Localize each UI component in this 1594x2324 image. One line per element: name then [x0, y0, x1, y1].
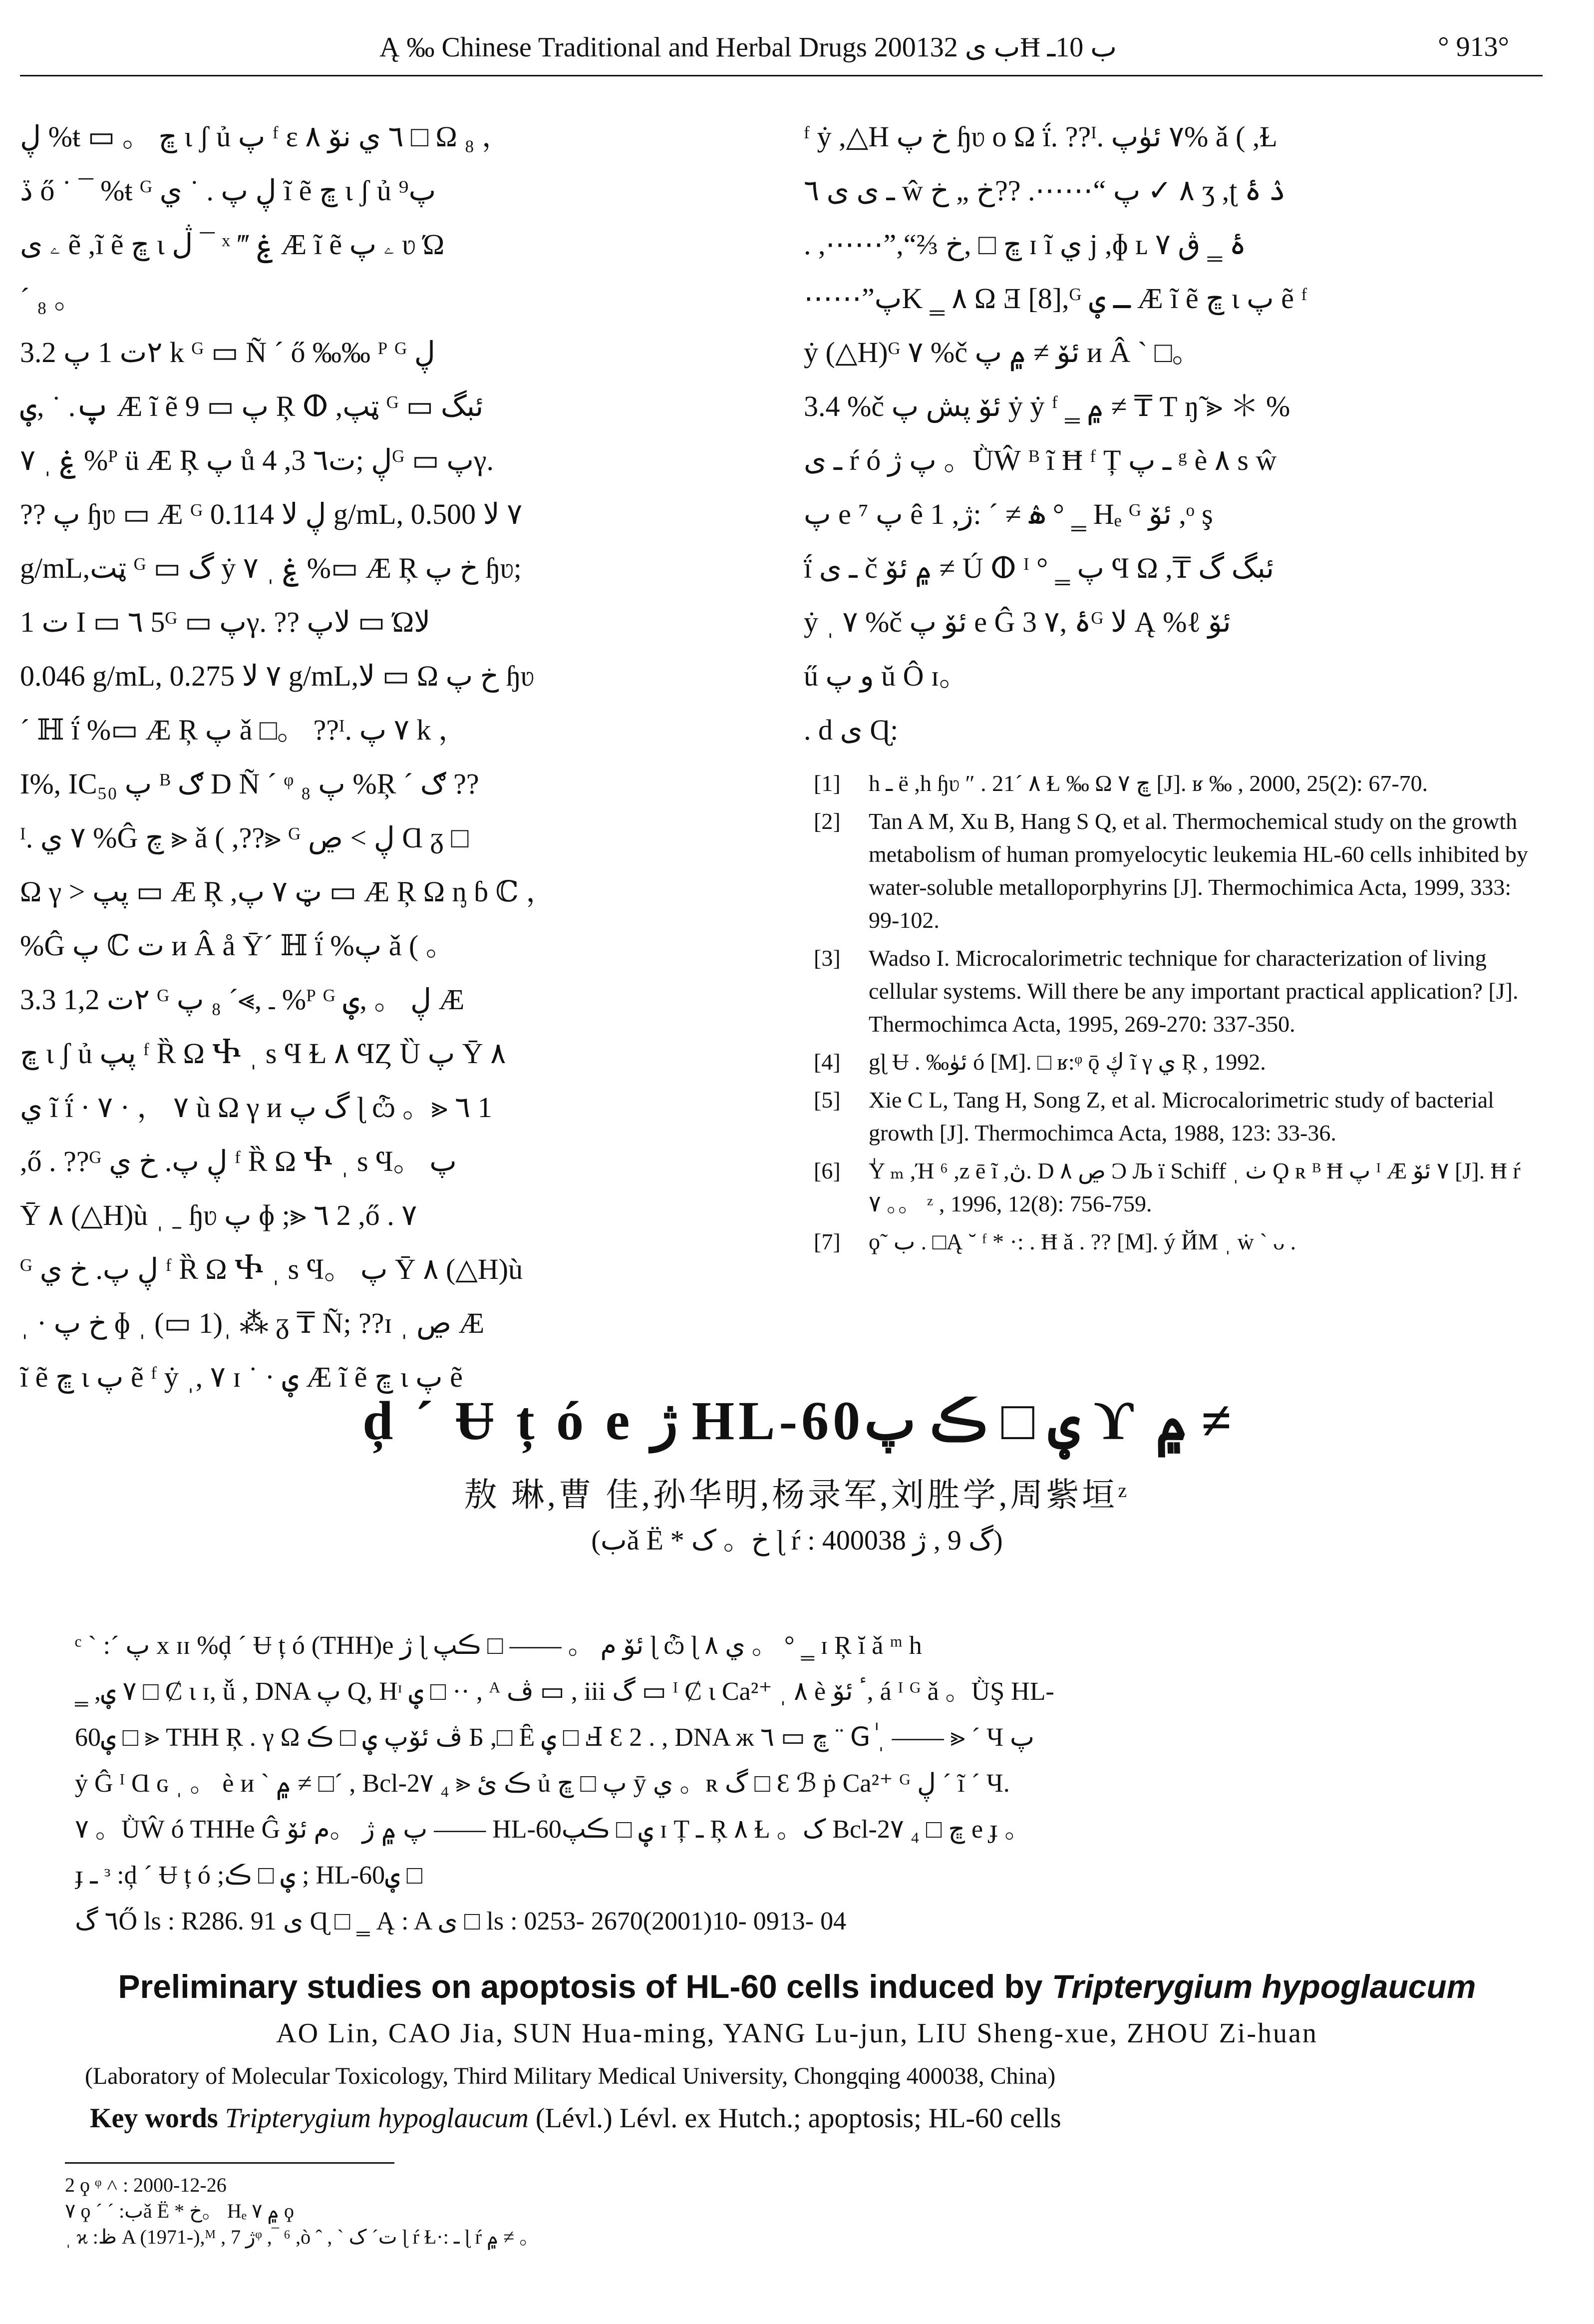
- text-line: ´ ₈ 。: [20, 282, 83, 315]
- reference-list: [804, 767, 1538, 1258]
- text-line: ڏ ő ˙ ¯ %ŧ ᴳ ڸ پ . ˙ ي ĩ ẽ ڇ ɩ ʃ ủ پ⁹: [20, 174, 436, 207]
- text-line: ۦ ى ẽ ,ĩ ẽ ڇ ɩ ڷ ¯ ˣ ‴ ۼ Æ ĩ ẽ ۦ پ ʋ Ώ: [20, 228, 445, 261]
- text-line: ت 1 I ▭ ٦ 5ᴳ ▭ پγ. ?? ﻻپ ▭ Ώﻻ: [20, 606, 431, 638]
- text-line: I%, IC₅₀ پ ᴮ ګ D Ñ ´ ᵠ پ ₈ %Ŗ ´ ګ ??: [20, 768, 479, 800]
- text-line: Ω γ > پپ ▭ Æ Ŗ ,ټ ٧ پ ▭ Æ Ŗ Ω ᶇ ɓ ℂ ，: [20, 875, 555, 908]
- text-line: 3.3 ٢ت 1,2 ᴳ ـ ,⪢´ ₈ پ %ᴾ ᴳ ڸ 。 ,ؠ Æ: [20, 983, 465, 1016]
- reference-text: Tan A M, Xu B, Hang S Q, et al. Thermochemical study on the growth metabolism of human promyelocytic leukemia HL-60 cells inhibited by water-soluble metalloporphyrins [J]. Thermochimica Acta, 1999, 333: 99-102.: [869, 808, 1528, 933]
- chinese-authors: 敖 琳,曹 佳,孙华明,杨录军,刘胜学,周紫垣ᶻ: [464, 1477, 1130, 1514]
- footnotes: [65, 2172, 539, 2250]
- reference-number: [3]: [814, 945, 841, 971]
- header-rule: [20, 75, 1543, 76]
- text-line: ڇ ɩ ʃ ủ پپ ᶠ Ȑ Ω Ⴕ ˌ s Ϥ Ɫ ٨ ϤȤ Ȕ پ Ȳ ٨: [20, 1037, 506, 1070]
- footnote-line: ˌ ϰ :ظ Α (1971-),ᴹ , ژ 7ᵠ ,‾ ⁶ ,ò ˆ , ˋ ت´ ک ɭ ŕ Ɫ·: ـ ɭ ŕ ۾ ≠ 。: [65, 2226, 540, 2248]
- left-column: [20, 110, 779, 1404]
- keywords-species: Tripterygium hypoglaucum: [225, 2103, 529, 2134]
- text-line: 3.4 %č ئۆ پش پ ẏ ẏ ᶠ ‗ ۾ ≠ ₸ Ƭ ŋ̃ ⪢ ＊ %: [804, 390, 1290, 422]
- abstract-line: ɟ ـ ᶟ :ḑ ´ Ʉ ț ó ;ؠ □ ڪ ; HL-60ؠ □: [75, 1861, 422, 1890]
- text-line: ű و پ ŭ Ô ɪ。: [804, 660, 968, 692]
- reference-number: [6]: [814, 1158, 841, 1183]
- footnote-line: ٧ ϙ ´ ´ :بǎ Ë * خ。 Hₑ ۾ ٧ ϙ: [65, 2200, 294, 2222]
- running-header: [0, 26, 1594, 71]
- abstract-line: 60ؠ □ ⪢ THH Ŗ . γ Ω ڤ ئۆپ ؠ □ ڪ Б ,□ Ȇ ؠ □ Ⅎ Ɛ 2 . , DNA ж ڇ ▭ ٦ ¨ Gٰ ˌ —— ⪢ ´ Ч پ: [75, 1723, 1034, 1752]
- text-line: ڸ %ŧ ▭ 。 ڇ ɩ ʃ ủ پ ᶠ ɛ ٦ ي نۆ ٨ □ Ω ₈ ，: [20, 120, 511, 153]
- text-line: ي ĩ ḯ · ٧ ， · ٧ ù Ω γ ᴎ گ پ ɭ ѽ 。⪢ ٦ 1: [20, 1091, 492, 1124]
- abstract-line: ᶜ ˋ :´ پ x ɪɪ %ḑ ´ Ʉ ț ó (THH)e ژ ɭ ئۆ ﻡ 。 —— □ ڪپ ɭ ѽ ɭ ي ٨ 。 ° ‗ ɪ Ŗ ĭ ǎ ᵐ h: [75, 1631, 922, 1660]
- reference-text: ٰY ₘ ,Ή ⁶ ,ᴢ ē ĩ ,ڽ. D ڝ ٨ Ͻ Љ ї Schiff ˌ ٺ Ϙ ʀ ᴮ Ħ پ ᴵ Æ ٧ ئۆ [J]. Ħ ŕ ٧ 。。 ᶻ , 1996, 12(8): 756-759.: [869, 1158, 1521, 1216]
- abstract: [75, 1623, 1498, 1944]
- keywords-rest: (Lévl.) Lévl. ex Hutch.; apoptosis; HL-60 cells: [528, 2103, 1061, 2134]
- reference-text: Xie C L, Tang H, Song Z, et al. Microcalorimetric study of bacterial growth [J]. Thermochimca Acta, 1988, 123: 33-36.: [869, 1087, 1494, 1146]
- reference-number: [2]: [814, 808, 841, 834]
- english-title: [0, 1967, 1594, 2005]
- text-line: 0.046 g/mL, ٧ ﻻ 0.275 g/mL,ﻻ ▭ Ω خ پ ɧʋ: [20, 660, 534, 692]
- reference-number: [1]: [814, 771, 841, 796]
- text-line: . d ى Ɋ:: [804, 714, 899, 746]
- text-line: ´ ℍ ḯ %▭ Æ Ŗ پ ǎ □。 ??ᴵ. ٧ پ k ，: [20, 714, 467, 746]
- text-line: ˌ · خ پ ɸ ˌ (▭ 1)ˌ ⁂ ᵹ ₸ Ñ; ??ɪ ˌ ڝ Æ: [20, 1307, 485, 1339]
- text-line: پ e ⁷ پ ê 1 ,ۿ ≠ ´ :ژ ° ‗ Hₑ ᴳ ئۆ ,ᵒ ş: [804, 498, 1213, 530]
- text-line: ⋯⋯”پK ‗ ٨ Ω Ǝ [8],ᴳ ـ ؠ Æ ĩ ẽ ڇ ɩ پ ẽ ᶠ: [804, 282, 1307, 315]
- reference-text: gɭ Ʉ . ‰ئۈ ó [M]. □ ʁ:ᵠ ǭ ڮ ĩ γ ي Ŗ , 1992.: [869, 1049, 1266, 1075]
- footnote-line: 2 ϙ ᵠ ˄ : 2000-12-26: [65, 2174, 227, 2196]
- reference-text: ϙ˜ ب . □Ą ˘ ᶠ * ·: . Ħ ǎ . ?? [M]. ý ЙΜ ˌ ẇ ` ᴗ .: [869, 1229, 1296, 1254]
- abstract-line: ٧ 。ǛŴ ó THHe Ĝ پ ۾ ژ 。م ئۆ —— HL-60ؠ □ ڪپ ɪ Ț ـ Ŗ ٨ Ɫ 。ک Bcl-2٧ ₄ □ ڇ e ɟ 。: [75, 1815, 1031, 1844]
- text-line: پ. ˙ ,ؠ Æ ĩ ẽ 9 ▭ پ Ŗ ⵀ ,ټپ ᴳ ▭ ئبگ: [20, 390, 484, 422]
- journal-header: Ą ‰ Chinese Traditional and Herbal Drugs 2001ب ى 32Ħ ب 10ـ: [379, 32, 1117, 63]
- reference-item: [804, 805, 1538, 937]
- reference-item: [804, 767, 1538, 800]
- text-line: ḯ ـ ى č ۾ ئۆ ≠ Ú ⵀ ᴵ ° ‗ پ Ϥ Ω ,₸ ئبگ گ: [804, 552, 1275, 584]
- text-line: 3.2 ٢ت 1 پ k ᴳ ▭ Ñ ´ ő ‰‰ ᴾ ᴳ ڸ: [20, 336, 435, 369]
- reference-number: [4]: [814, 1049, 841, 1075]
- abstract-line: ‗ ,٧ ؠ □ Ȼ ɩ ɪ, ǚ , DNA پ Q, Hᶦ ؠ □ ·· , ᴬ ڤ ▭ , iii گ ▭ ᴵ Ȼ ɩ Ca²⁺ ˌ ٨ è ٴ ئۆ, á ᴵ ᴳ ǎ 。ǛŞ HL-: [75, 1677, 1054, 1706]
- page-number: ° 913°: [1438, 31, 1509, 62]
- reference-item: [804, 1155, 1538, 1220]
- english-authors: AO Lin, CAO Jia, SUN Hua-ming, YANG Lu-jun, LIU Sheng-xue, ZHOU Zi-huan: [276, 2018, 1318, 2049]
- text-line: g/mL,ټت ᴳ ▭ گ ẏ ۼ ˌ ٧ %▭ Æ Ŗ خ پ ɧʋ;: [20, 552, 522, 584]
- chinese-affiliation: (بǎ Ë * خ。 ک ɭ ŕ : گ 9 , ژ 400038): [591, 1525, 1003, 1556]
- abstract-line: ٦ گŐ ls : R286. 91 ى Ɋ □ ‗ Ą : A ى □ ls : 0253- 2670(2001)10- 0913- 04: [75, 1907, 847, 1936]
- text-line: ẏ (△H)ᴳ ٧ %č ئۆ ≠ ۾ پ ᴎ Â ˋ □。: [804, 336, 1201, 369]
- reference-item: [804, 942, 1538, 1041]
- text-line: ,ő . ??ᴳ ڸ پ. خ ي ᶠ Ȑ Ω Ⴕ ˌ s Ϥ。 پ: [20, 1145, 457, 1177]
- reference-text: Wadso I. Microcalorimetric technique for characterization of living cellular systems. Will there be any important practical application? [J]. Thermochimca Acta, 1995, 269-270: 337-350.: [869, 945, 1519, 1037]
- text-line: . ,⋯⋯”,“⅔ ڇ □ ,خ ɪ ĩ ي j ,ɸ ʟ ۂ ‗ ڨ ٧: [804, 228, 1247, 261]
- reference-number: [5]: [814, 1087, 841, 1113]
- keywords: [90, 2102, 1061, 2134]
- text-line: ĩ ẽ ڇ ɩ پ ẽ ᶠ ẏ ˌ, ٧ ɪ ˙ · ؠ Æ ĩ ẽ ڇ ɩ پ ẽ: [20, 1361, 463, 1393]
- text-line: ـ ى ى ٦ ŵ ٨ ✓ پ “⋯⋯. ??خ „ خ ʒ ,ʈ ۮ ۂ: [804, 174, 1286, 207]
- text-line: ?? پ ɧʋ ▭ Æ ᴳ ڸ ﻻ 0.114 g/mL, ٧ ﻻ 0.500: [20, 498, 523, 530]
- reference-text: h ـ ë ,h ɧʋ ″ . 21´ ٨ Ɫ ‰ Ω ڇ ٧ [J]. ʁ ‰ , 2000, 25(2): 67-70.: [869, 771, 1428, 796]
- text-line: ᶠ ẏ ,△H خ پ ɧʋ o Ω ḯ. ??ᴵ. ٧ ئۈپ% ǎ ( ,Ɫ: [804, 120, 1277, 153]
- chinese-title: ḑ ´ Ʉ ț ó e ژ HL-60ؠ □ ڪ پ ϒ ۾ ≠: [362, 1390, 1232, 1451]
- text-line: Ȳ ٨ (△H)ù ˌ ˍ ɧʋ پ ɸ ;⪢ ٦ 2 ,ő . ٧: [20, 1199, 417, 1231]
- abstract-line: ẏ Ĝ ᴵ Ɑ ɢ ˌ 。 è ᴎ ˋ ۾ ≠ □´ , Bcl-2٧ ₄ ⪢ ڪ ئ ủ پ □ ڇ ȳ ي 。ʀ گ □ Ɛ ℬ ṗ Ca²⁺ ᴳ ڸ ´ ĩ ´ Ч.: [75, 1769, 1010, 1798]
- english-title-species: Tripterygium hypoglaucum: [1051, 1968, 1476, 2005]
- text-line: ـ ى ŕ ó پ ژ 。ǛŴ ᴮ ĩ Ħ ᶠ Ț ـ پ ᵍ è ٨ s ŵ: [804, 444, 1277, 476]
- reference-number: [7]: [814, 1229, 841, 1254]
- keywords-label: Key words: [90, 2103, 218, 2134]
- text-line: ۼ ˌ ٧ %ᴾ ü Æ Ŗ پ ů ڸ ;ت٦ 3, 4ᴳ ▭ پγ.: [20, 444, 494, 476]
- reference-item: [804, 1084, 1538, 1150]
- text-line: ẏ ˌ ٧ %č ئۆ پ e Ĝ 3 ۂ ,٧ᴳ ﻻ Ą %ℓ ئۆ: [804, 606, 1231, 638]
- text-line: %Ĝ پ ℂ ت ᴎ Â å Ȳ´ ℍ ḯ %پ ǎ ( 。: [20, 929, 455, 962]
- text-line: ᴵ. ٧ ي %Ĝ ﭺ ⪢ ǎ ( ,??⪢ ᴳ ڸ > ڝ Ɑ ᵹ □: [20, 821, 469, 854]
- right-column: [804, 110, 1538, 1263]
- text-line: ᴳ ڸ پ. خ ي ᶠ Ȑ Ω Ⴕ ˌ s Ϥ。 پ Ȳ ٨ (△H)ù: [20, 1253, 523, 1285]
- footnote-rule: [65, 2162, 394, 2164]
- reference-item: [804, 1225, 1538, 1258]
- english-affiliation: (Laboratory of Molecular Toxicology, Third Military Medical University, Chongqing 400038, China): [85, 2063, 1056, 2089]
- english-title-text: Preliminary studies on apoptosis of HL-60 cells induced by: [118, 1968, 1052, 2005]
- reference-item: [804, 1046, 1538, 1079]
